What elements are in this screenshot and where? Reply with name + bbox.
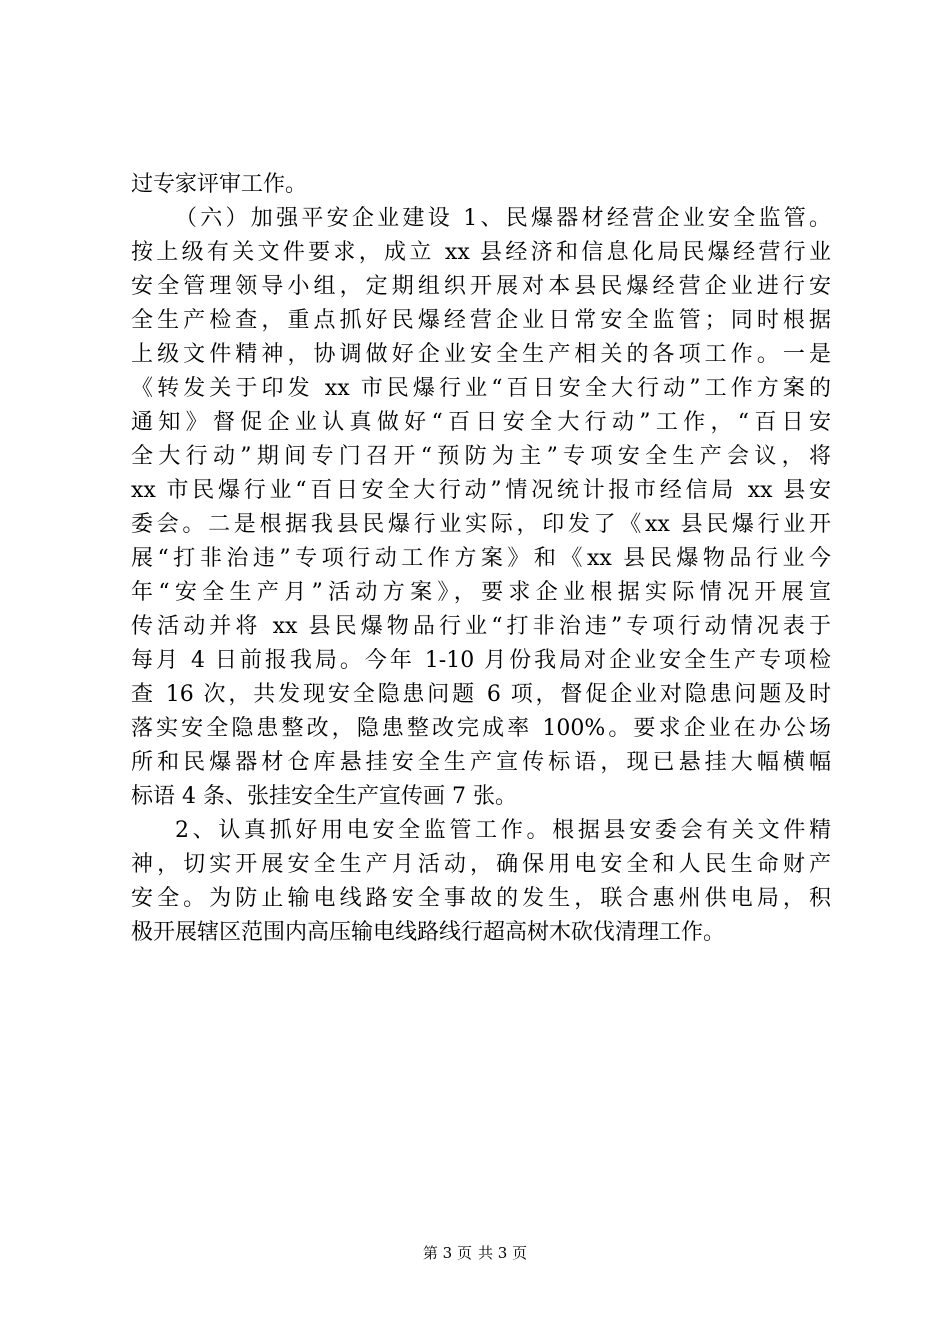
paragraph-line: 全生产检查，重点抓好民爆经营企业日常安全监管；同时根据 xyxy=(131,308,831,333)
paragraph-line: 按上级有关文件要求，成立 xx 县经济和信息化局民爆经营行业 xyxy=(131,240,831,265)
paragraph-line: 安全管理领导小组，定期组织开展对本县民爆经营企业进行安 xyxy=(131,274,831,299)
paragraph-line: 2、认真抓好用电安全监管工作。根据县安委会有关文件精 xyxy=(175,818,831,843)
page-number: 第 3 页 xyxy=(422,1244,472,1262)
paragraph-line: 年“安全生产月”活动方案》，要求企业根据实际情况开展宣 xyxy=(131,580,831,605)
paragraph-line: 委会。二是根据我县民爆行业实际，印发了《xx 县民爆行业开 xyxy=(131,512,831,537)
page-total: 共 3 页 xyxy=(478,1244,528,1262)
paragraph-line: 所和民爆器材仓库悬挂安全生产宣传标语，现已悬挂大幅横幅 xyxy=(131,750,831,775)
page-footer xyxy=(0,1243,950,1263)
paragraph-line: 全大行动”期间专门召开“预防为主”专项安全生产会议，将 xyxy=(131,444,831,469)
paragraph-line: xx 市民爆行业“百日安全大行动”情况统计报市经信局 xx 县安 xyxy=(131,478,831,503)
paragraph-line: 上级文件精神，协调做好企业安全生产相关的各项工作。一是 xyxy=(131,342,831,367)
document-body xyxy=(131,168,831,950)
paragraph-line: 通知》督促企业认真做好“百日安全大行动”工作，“百日安 xyxy=(131,410,831,435)
paragraph-line: 每月 4 日前报我局。今年 1-10 月份我局对企业安全生产专项检 xyxy=(131,648,831,673)
paragraph-line: （六）加强平安企业建设 1、民爆器材经营企业安全监管。 xyxy=(175,206,831,231)
paragraph-line: 展“打非治违”专项行动工作方案》和《xx 县民爆物品行业今 xyxy=(131,546,831,571)
paragraph-line: 落实安全隐患整改，隐患整改完成率 100%。要求企业在办公场 xyxy=(131,716,831,741)
paragraph-line: 标语 4 条、张挂安全生产宣传画 7 张。 xyxy=(131,784,517,809)
paragraph-line: 传活动并将 xx 县民爆物品行业“打非治违”专项行动情况表于 xyxy=(131,614,831,639)
paragraph-line: 神，切实开展安全生产月活动，确保用电安全和人民生命财产 xyxy=(131,852,831,877)
paragraph-line: 过专家评审工作。 xyxy=(131,172,308,197)
paragraph-line: 查 16 次，共发现安全隐患问题 6 项，督促企业对隐患问题及时 xyxy=(131,682,831,707)
paragraph-line: 安全。为防止输电线路安全事故的发生，联合惠州供电局，积 xyxy=(131,886,831,911)
paragraph-line: 极开展辖区范围内高压输电线路线行超高树木砍伐清理工作。 xyxy=(131,920,726,945)
paragraph-line: 《转发关于印发 xx 市民爆行业“百日安全大行动”工作方案的 xyxy=(131,376,831,401)
